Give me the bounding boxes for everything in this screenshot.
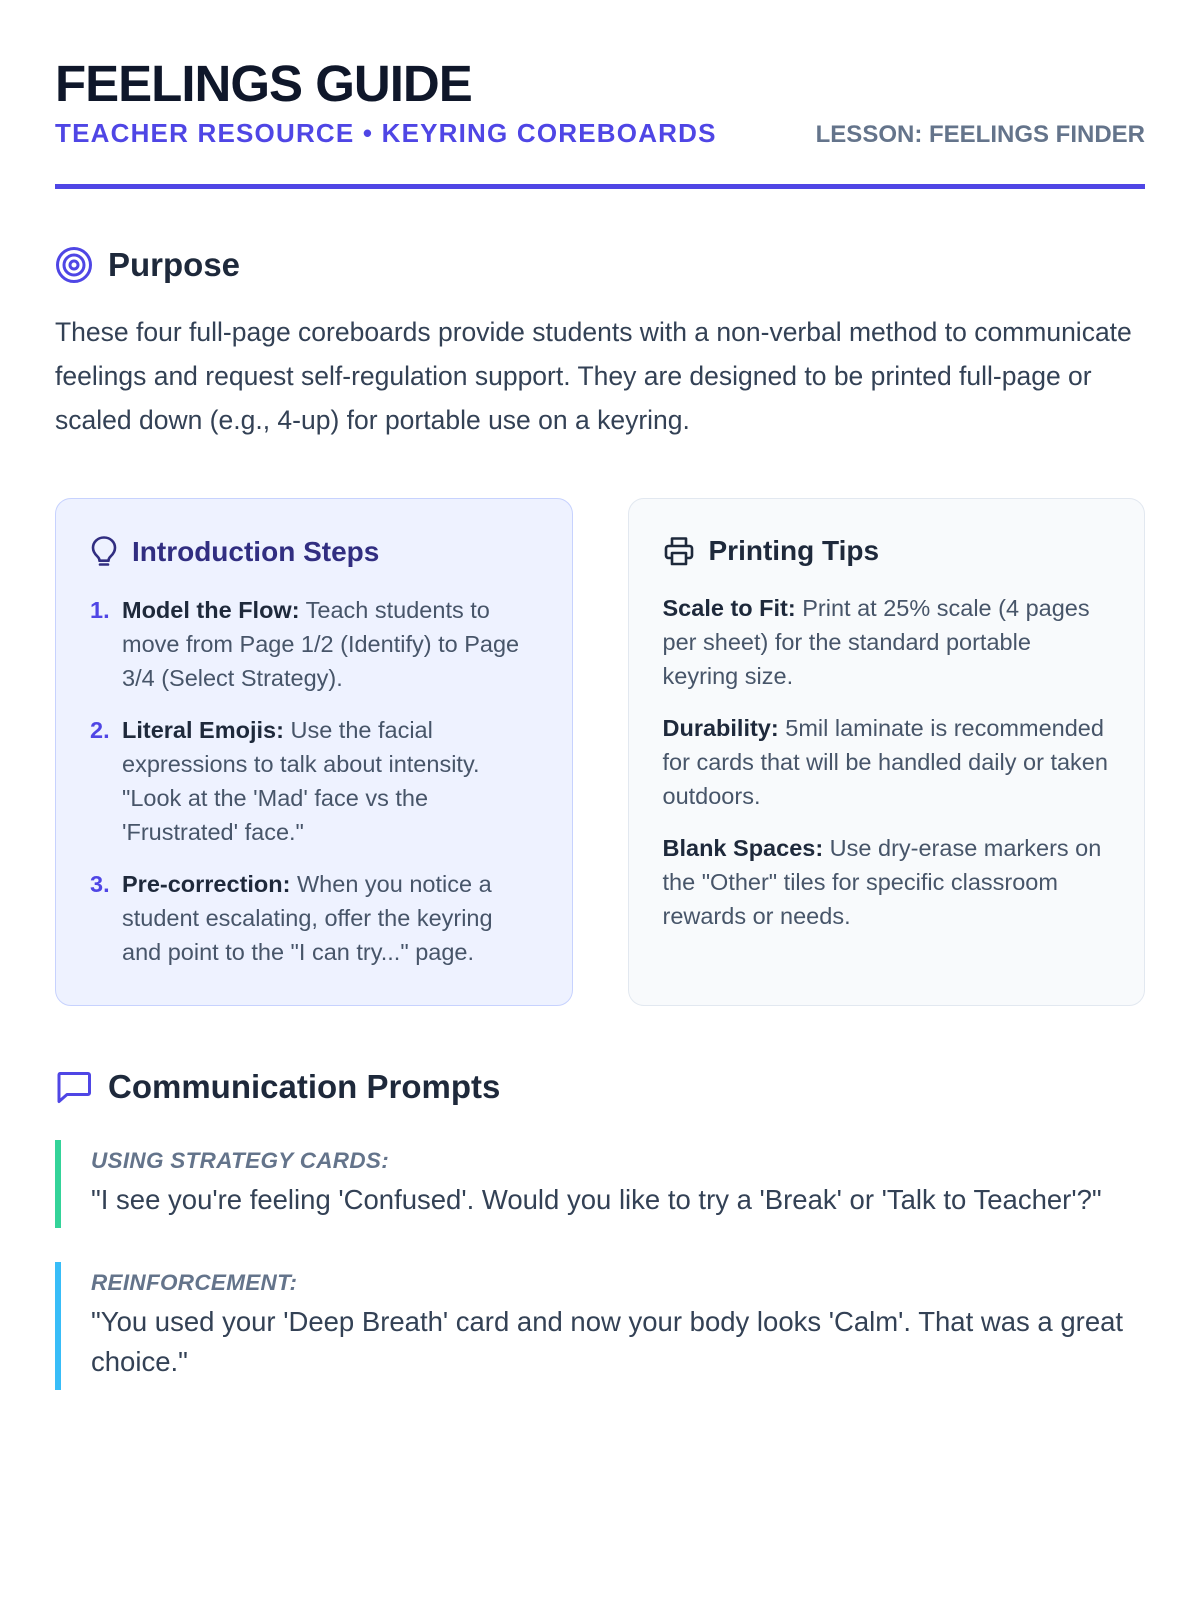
step-body — [122, 593, 538, 695]
step-text: Teach students to move from Page 1/2 (Identify) to Page 3/4 (Select Strategy). — [122, 597, 520, 691]
tip-label: Blank Spaces: — [662, 835, 824, 861]
introduction-steps-card — [55, 498, 573, 1006]
lightbulb-icon — [90, 535, 118, 569]
communication-prompts-section — [55, 1068, 1145, 1390]
tip-text: Use dry-erase markers on the "Other" tiles for specific classroom rewards or needs. — [662, 835, 1102, 929]
prompt-block — [55, 1262, 1145, 1390]
page-title: FEELINGS GUIDE — [55, 55, 472, 112]
prompt-text: "You used your 'Deep Breath' card and now your body looks 'Calm'. That was a great choice." — [91, 1306, 1124, 1377]
tip-label: Scale to Fit: — [662, 595, 796, 621]
purpose-heading-row — [55, 246, 1145, 284]
prompt-label: REINFORCEMENT: — [91, 1270, 298, 1295]
cards-row — [55, 498, 1145, 1006]
step-text: Use the facial expressions to talk about intensity. "Look at the 'Mad' face vs the 'Frustrated' face." — [122, 717, 480, 845]
tip-text: Print at 25% scale (4 pages per sheet) for the standard portable keyring size. — [662, 595, 1090, 689]
step-body — [122, 867, 538, 969]
step-number: 1. — [90, 597, 110, 623]
lesson-label: LESSON: FEELINGS FINDER — [815, 121, 1145, 148]
prompt-block — [55, 1140, 1145, 1228]
step-label: Literal Emojis: — [122, 717, 284, 743]
page-subtitle: TEACHER RESOURCE • KEYRING COREBOARDS — [55, 118, 717, 148]
tip-label: Durability: — [662, 715, 779, 741]
introduction-steps-list — [90, 593, 538, 969]
target-icon — [55, 246, 93, 284]
list-item — [663, 711, 1111, 813]
step-text: When you notice a student escalating, offer the keyring and point to the "I can try..." page. — [122, 871, 493, 965]
purpose-heading: Purpose — [108, 246, 241, 283]
prompts-heading: Communication Prompts — [108, 1068, 501, 1105]
introduction-steps-heading-row — [90, 535, 538, 569]
prompts-heading-row — [55, 1068, 1145, 1106]
tip-text: 5mil laminate is recommended for cards that will be handled daily or taken outdoors. — [662, 715, 1108, 809]
printing-tips-list — [663, 591, 1111, 933]
chat-bubble-icon — [55, 1068, 93, 1106]
prompt-text: "I see you're feeling 'Confused'. Would you like to try a 'Break' or 'Talk to Teacher'?" — [91, 1184, 1102, 1215]
step-label: Pre-correction: — [122, 871, 291, 897]
printer-icon — [663, 535, 695, 567]
printing-tips-heading: Printing Tips — [708, 535, 880, 566]
purpose-text: These four full-page coreboards provide students with a non-verbal method to communicate feelings and request self-regulation support. They are designed to be printed full-page or scaled down (e.g., 4-up) for portable use on a keyring. — [55, 317, 1132, 435]
page-header — [55, 0, 1145, 189]
step-label: Model the Flow: — [122, 597, 300, 623]
list-item — [663, 591, 1111, 693]
list-item — [90, 713, 538, 849]
printing-tips-card — [628, 498, 1146, 1006]
step-number: 2. — [90, 717, 110, 743]
list-item — [663, 831, 1111, 933]
purpose-section — [55, 246, 1145, 442]
list-item — [90, 593, 538, 695]
step-number: 3. — [90, 871, 110, 897]
printing-tips-heading-row — [663, 535, 1111, 567]
list-item — [90, 867, 538, 969]
prompt-label: USING STRATEGY CARDS: — [91, 1148, 389, 1173]
introduction-steps-heading: Introduction Steps — [132, 536, 380, 567]
step-body — [122, 713, 538, 849]
